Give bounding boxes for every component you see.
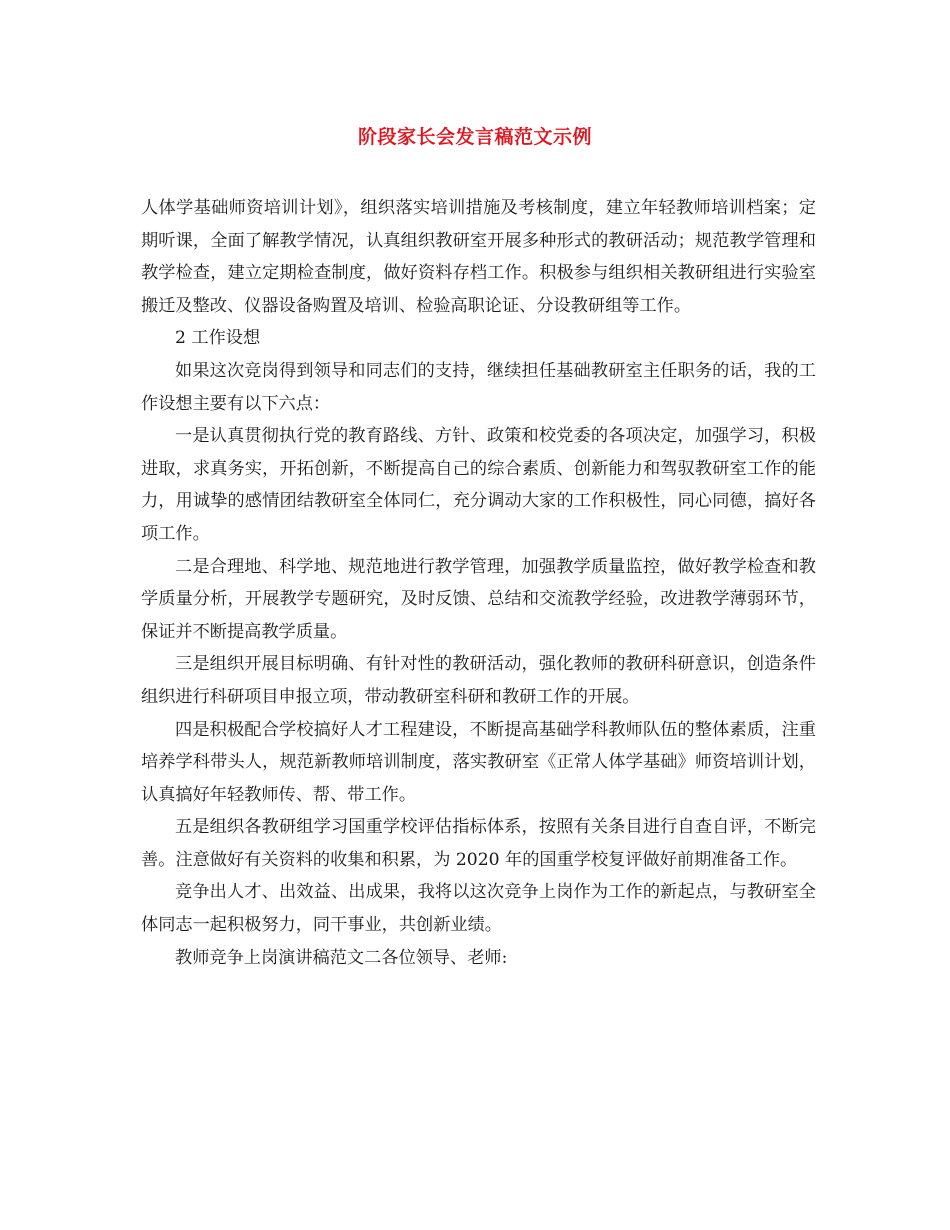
paragraph: 四是积极配合学校搞好人才工程建设，不断提高基础学科教师队伍的整体素质，注重培养学科带头人，规范新教师培训制度，落实教研室《正常人体学基础》师资培训计划，认真搞好年轻教师传、帮、带工作。 xyxy=(141,719,816,805)
paragraph: 如果这次竞岗得到领导和同志们的支持，继续担任基础教研室主任职务的话，我的工作设想主要有以下六点： xyxy=(141,360,816,414)
paragraph: 竞争出人才、出效益、出成果，我将以这次竞争上岗作为工作的新起点，与教研室全体同志一起积极努力，同干事业，共创新业绩。 xyxy=(141,882,816,936)
paragraph: 教师竞争上岗演讲稿范文二各位领导、老师: xyxy=(175,947,508,968)
document-body xyxy=(141,192,816,974)
paragraph: 人体学基础师资培训计划》，组织落实培训措施及考核制度，建立年轻教师培训档案；定期听课，全面了解教学情况，认真组织教研室开展多种形式的教研活动；规范教学管理和教学检查，建立定期检查制度，做好资料存档工作。积极参与组织相关教研组进行实验室搬迁及整改、仪器设备购置及培训、检验高职论证、分设教研组等工作。 xyxy=(141,198,816,316)
paragraph: 三是组织开展目标明确、有针对性的教研活动，强化教师的教研科研意识，创造条件组织进行科研项目申报立项，带动教研室科研和教研工作的开展。 xyxy=(141,654,816,707)
paragraph: 五是组织各教研组学习国重学校评估指标体系，按照有关条目进行自查自评，不断完善。注意做好有关资料的收集和积累，为 2020 年的国重学校复评做好前期准备工作。 xyxy=(141,817,816,870)
document-title: 阶段家长会发言稿范文示例 xyxy=(357,126,592,148)
paragraph: 二是合理地、科学地、规范地进行教学管理，加强教学质量监控，做好教学检查和教学质量分析，开展教学专题研究，及时反馈、总结和交流教学经验，改进教学薄弱环节，保证并不断提高教学质量。 xyxy=(141,556,816,642)
paragraph: 一是认真贯彻执行党的教育路线、方针、政策和校党委的各项决定，加强学习，积极进取，求真务实，开拓创新，不断提高自己的综合素质、创新能力和驾驭教研室工作的能力，用诚挚的感情团结教研室全体同仁，充分调动大家的工作积极性，同心同德，搞好各项工作。 xyxy=(141,426,816,544)
section-heading: 2 工作设想 xyxy=(175,328,261,349)
